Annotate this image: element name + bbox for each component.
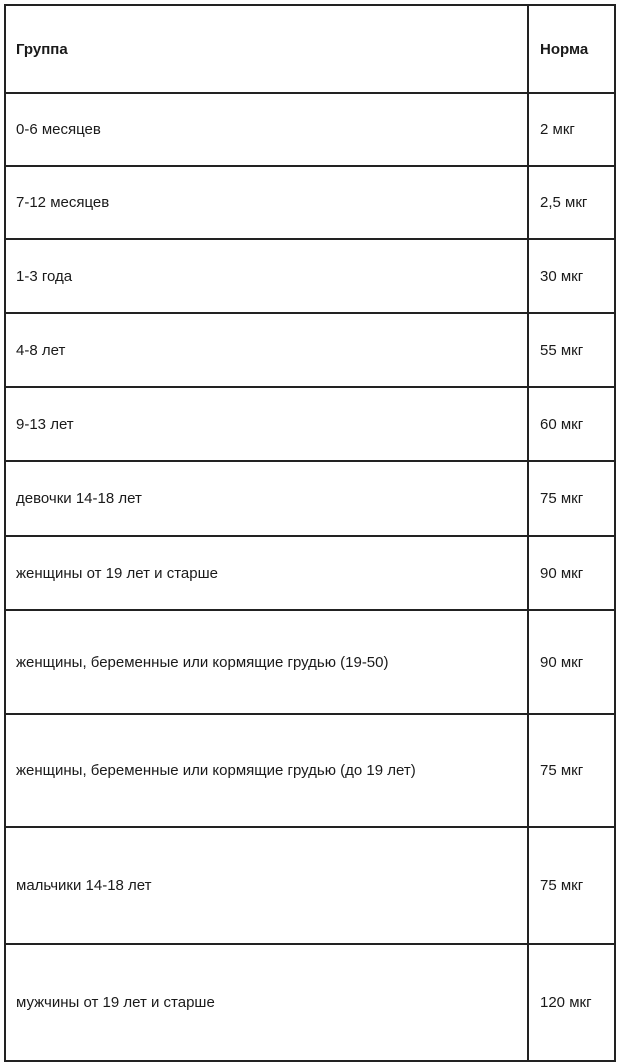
- header-norm: Норма: [528, 5, 615, 93]
- row-norm: 2 мкг: [528, 93, 615, 166]
- table-row: [5, 387, 615, 461]
- row-group: женщины, беременные или кормящие грудью (19-50): [5, 610, 528, 714]
- row-group: 9-13 лет: [5, 387, 528, 461]
- table-row: [5, 166, 615, 239]
- table-row: [5, 944, 615, 1061]
- row-norm: 75 мкг: [528, 461, 615, 536]
- norms-table: [4, 4, 616, 1062]
- table-row: [5, 536, 615, 610]
- row-group: 4-8 лет: [5, 313, 528, 387]
- row-norm: 90 мкг: [528, 610, 615, 714]
- table-row: [5, 93, 615, 166]
- row-norm: 30 мкг: [528, 239, 615, 313]
- row-norm: 75 мкг: [528, 827, 615, 944]
- table-header-row: [5, 5, 615, 93]
- row-group: женщины, беременные или кормящие грудью (до 19 лет): [5, 714, 528, 827]
- table-row: [5, 239, 615, 313]
- row-group: 7-12 месяцев: [5, 166, 528, 239]
- row-norm: 90 мкг: [528, 536, 615, 610]
- row-group: 0-6 месяцев: [5, 93, 528, 166]
- row-norm: 55 мкг: [528, 313, 615, 387]
- row-group: мужчины от 19 лет и старше: [5, 944, 528, 1061]
- row-norm: 75 мкг: [528, 714, 615, 827]
- table-row: [5, 461, 615, 536]
- row-group: женщины от 19 лет и старше: [5, 536, 528, 610]
- row-norm: 120 мкг: [528, 944, 615, 1061]
- table-row: [5, 313, 615, 387]
- row-norm: 60 мкг: [528, 387, 615, 461]
- row-norm: 2,5 мкг: [528, 166, 615, 239]
- row-group: девочки 14-18 лет: [5, 461, 528, 536]
- table-row: [5, 714, 615, 827]
- table-row: [5, 827, 615, 944]
- row-group: 1-3 года: [5, 239, 528, 313]
- table-row: [5, 610, 615, 714]
- row-group: мальчики 14-18 лет: [5, 827, 528, 944]
- norms-table-container: [4, 4, 614, 1056]
- header-group: Группа: [5, 5, 528, 93]
